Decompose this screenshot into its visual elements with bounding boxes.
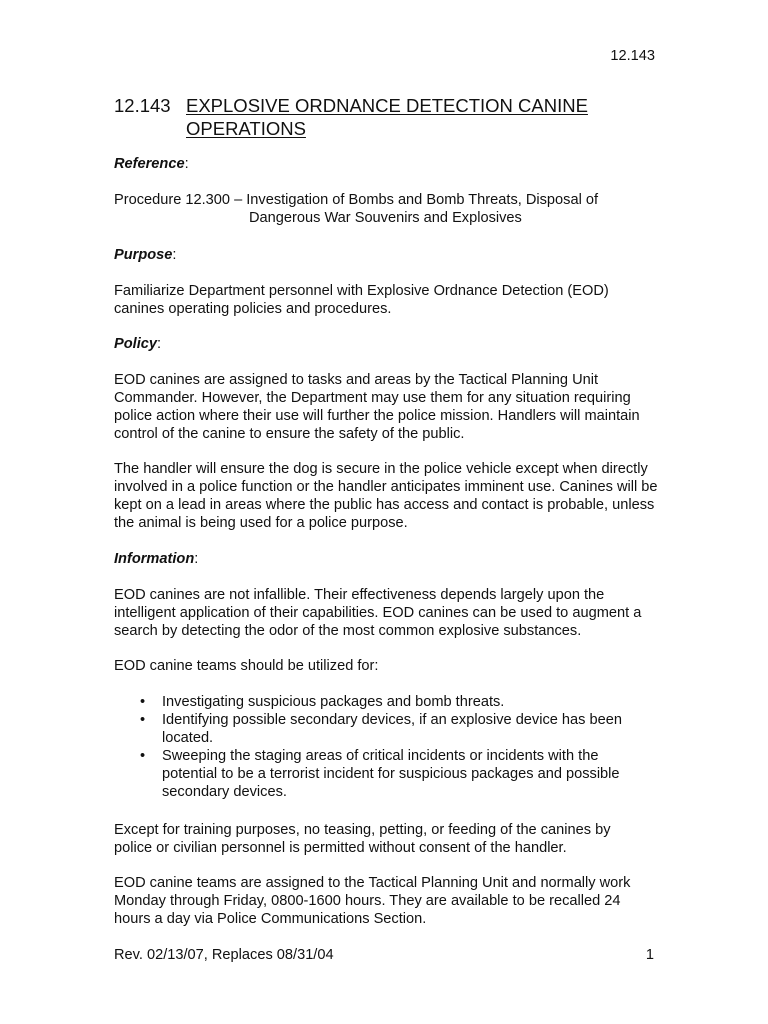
purpose-text: Familiarize Department personnel with Explosive Ordnance Detection (EOD) canines operating policies and procedures. [114, 283, 609, 317]
training-paragraph: Except for training purposes, no teasing, petting, or feeding of the canines by police or civilian personnel is permitted without consent of the handler. [114, 822, 611, 856]
list-item [140, 711, 650, 747]
list-item-text: Investigating suspicious packages and bomb threats. [162, 694, 505, 710]
assignment-paragraph: EOD canine teams are assigned to the Tactical Planning Unit and normally work Monday through Friday, 0800-1600 hours. They are available to be recalled 24 hours a day via Police Communications Section. [114, 875, 631, 927]
policy-paragraph-1: EOD canines are assigned to tasks and areas by the Tactical Planning Unit Commander. However, the Department may use them for any situation requiring police action where their use will further the police mission. Handlers will maintain control of the canine to ensure the safety of the public. [114, 372, 640, 442]
footer-page-number: 1 [645, 947, 654, 963]
reference-heading: Reference: [114, 156, 189, 172]
title-text: EXPLOSIVE ORDNANCE DETECTION CANINE OPERATIONS [186, 95, 588, 139]
information-heading-label: Information [114, 551, 195, 567]
bullet-icon: • [140, 694, 146, 710]
list-item [140, 693, 650, 711]
policy-paragraph-2: The handler will ensure the dog is secure in the police vehicle except when directly involved in a police function or the handler anticipates imminent use. Canines will be kept on a lead in areas where the public has access and contact is probable, unless the animal is being used for a police purpose. [114, 461, 658, 531]
bullet-icon: • [140, 748, 146, 764]
footer-revision: Rev. 02/13/07, Replaces 08/31/04 [114, 947, 334, 963]
information-intro: EOD canines are not infallible. Their effectiveness depends largely upon the intelligent application of their capabilities. EOD canines can be used to augment a search by detecting the odor of the most common explosive substances. [114, 587, 642, 639]
header-page-number: 12.143 [610, 48, 655, 64]
title-number: 12.143 [114, 95, 171, 116]
policy-heading-label: Policy [114, 336, 157, 352]
bullet-icon: • [140, 712, 146, 728]
purpose-heading-label: Purpose [114, 247, 173, 263]
usage-list [140, 693, 650, 801]
information-list-intro: EOD canine teams should be utilized for: [114, 658, 379, 674]
list-item-text: Sweeping the staging areas of critical incidents or incidents with the potential to be a terrorist incident for suspicious packages and possible secondary devices. [162, 748, 620, 800]
list-item-text: Identifying possible secondary devices, if an explosive device has been located. [162, 712, 622, 746]
reference-heading-label: Reference [114, 156, 185, 172]
reference-line-1: Procedure 12.300 – Investigation of Bombs and Bomb Threats, Disposal of [114, 192, 599, 208]
list-item [140, 747, 650, 801]
policy-heading: Policy: [114, 336, 162, 352]
reference-line-2: Dangerous War Souvenirs and Explosives [249, 210, 522, 226]
information-heading: Information: [114, 551, 199, 567]
purpose-heading: Purpose: [114, 247, 177, 263]
